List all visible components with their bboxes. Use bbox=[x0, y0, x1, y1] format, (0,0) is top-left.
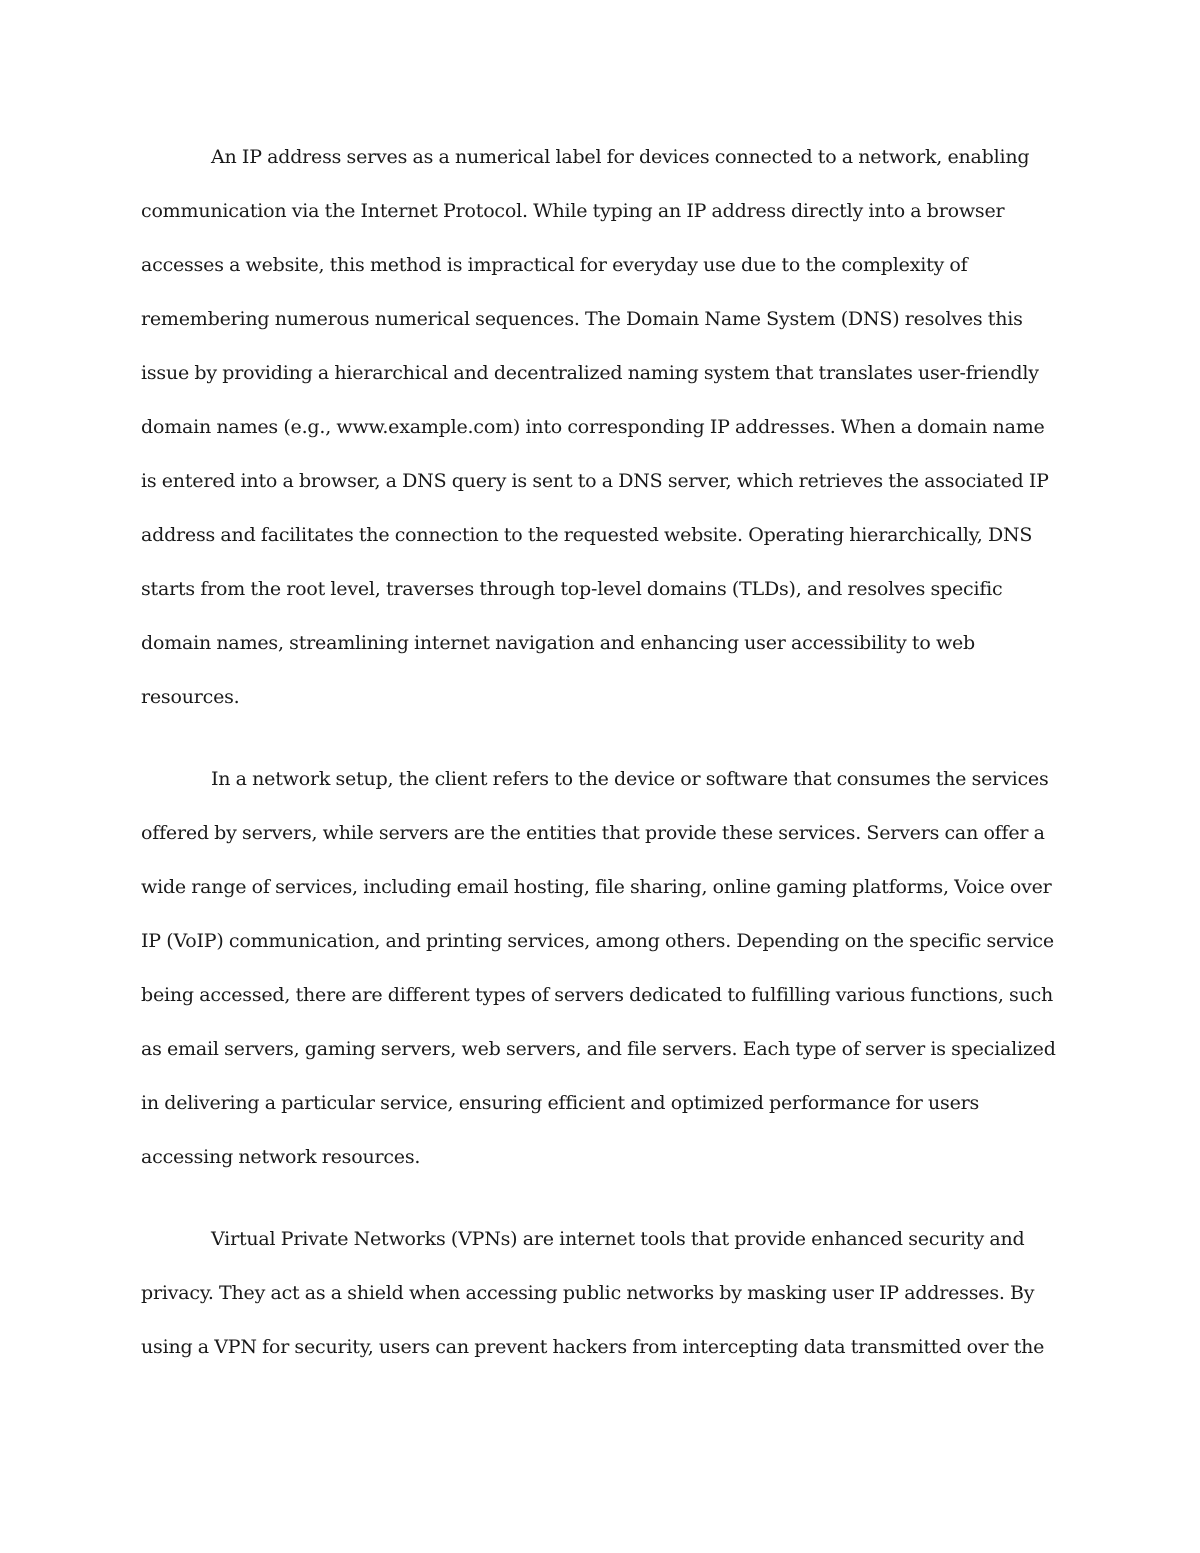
paragraph-client-server: In a network setup, the client refers to the device or software that consumes the services offered by servers, while servers are the entities that provide these services. Servers can offer a wide range of services, including email hosting, file sharing, online gaming platforms, Voice over IP (VoIP) communication, and printing services, among others. Depending on the specific service being accessed, there are different types of servers dedicated to fulfilling various functions, such as email servers, gaming servers, web servers, and file servers. Each type of server is specialized in delivering a particular service, ensuring efficient and optimized performance for users accessing network resources. bbox=[141, 768, 1056, 1168]
paragraph-vpn: Virtual Private Networks (VPNs) are internet tools that provide enhanced security and privacy. They act as a shield when accessing public networks by masking user IP addresses. By using a VPN for security, users can prevent hackers from intercepting data transmitted over the bbox=[141, 1228, 1045, 1358]
paragraph-ip-address-dns: An IP address serves as a numerical label for devices connected to a network, enabling communication via the Internet Protocol. While typing an IP address directly into a browser accesses a website, this method is impractical for everyday use due to the complexity of remembering numerous numerical sequences. The Domain Name System (DNS) resolves this issue by providing a hierarchical and decentralized naming system that translates user-friendly domain names (e.g., www.example.com) into corresponding IP addresses. When a domain name is entered into a browser, a DNS query is sent to a DNS server, which retrieves the associated IP address and facilitates the connection to the requested website. Operating hierarchically, DNS starts from the root level, traverses through top-level domains (TLDs), and resolves specific domain names, streamlining internet navigation and enhancing user accessibility to web resources. bbox=[141, 146, 1049, 708]
